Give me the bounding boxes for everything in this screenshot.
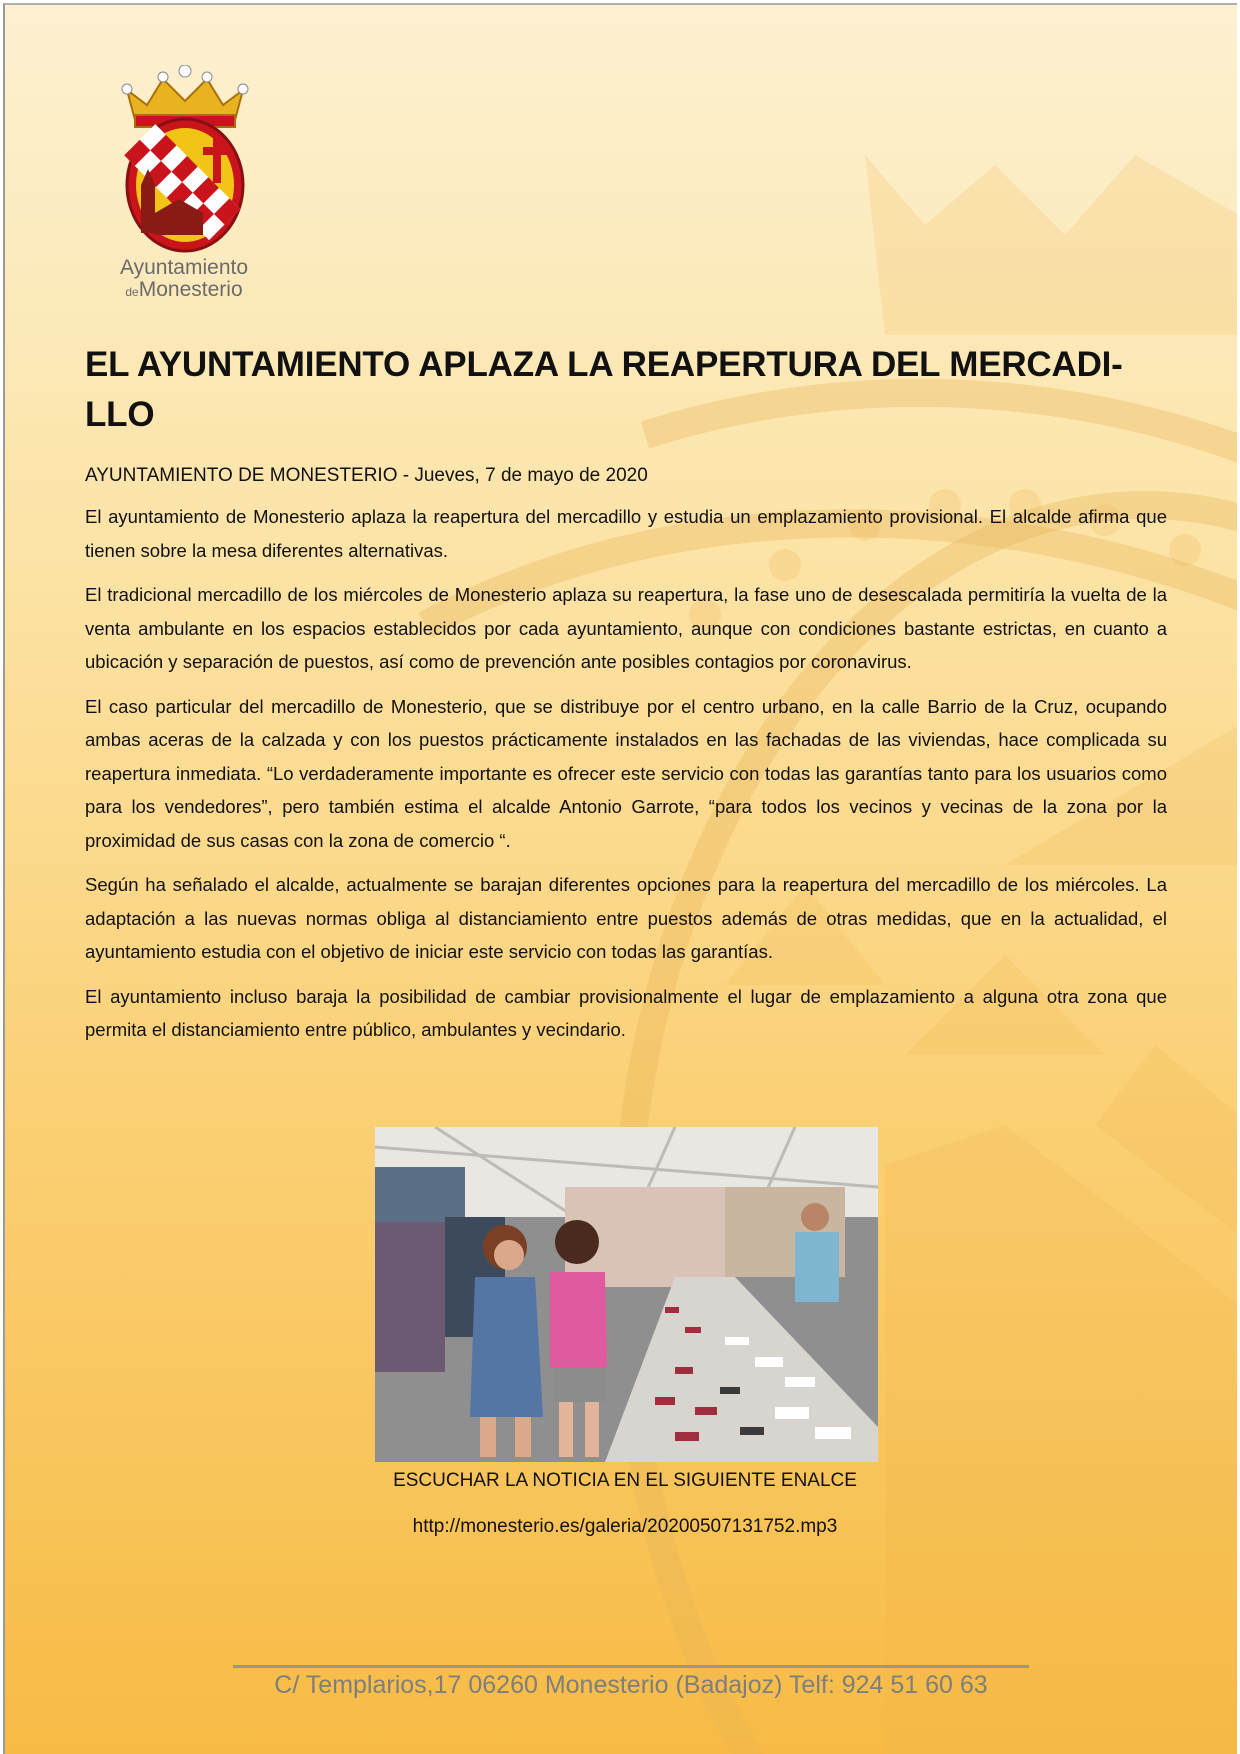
audio-caption: ESCUCHAR LA NOTICIA EN EL SIGUIENTE ENALCE [393, 1470, 857, 1491]
logo-name-town: Monesterio [138, 278, 243, 301]
article-title: EL AYUNTAMIENTO APLAZA LA REAPERTURA DEL MERCADI-LLO [85, 345, 1123, 434]
article-paragraph: Según ha señalado el alcalde, actualmente se barajan diferentes opciones para la reapertura del mercadillo de los miércoles. La adaptación a las nuevas normas obliga al distanciamiento entre puestos además de otras medidas, que en la actualidad, el ayuntamiento estudia con el objetivo de iniciar este servicio con todas las garantías. [85, 874, 1167, 962]
audio-link[interactable]: http://monesterio.es/galeria/20200507131752.mp3 [412, 1516, 838, 1537]
logo-name-line2 [109, 279, 259, 300]
article-paragraph: El tradicional mercadillo de los miércoles de Monesterio aplaza su reapertura, la fase uno de desescalada permitiría la vuelta de la venta ambulante en los espacios establecidos por cada ayuntamiento, aunque con condiciones bastante estrictas, en cuanto a ubicación y separación de puestos, así como de prevención ante posibles contagios por coronavirus. [85, 584, 1167, 672]
logo-wordmark [109, 257, 259, 300]
document-page [3, 3, 1237, 1754]
article-paragraph: El caso particular del mercadillo de Monesterio, que se distribuye por el centro urbano, en la calle Barrio de la Cruz, ocupando ambas aceras de la calzada y con los puestos prácticamente instalados en las fachadas de las viviendas, hace complicada su reapertura inmediata. “Lo verdaderamente importante es ofrecer este servicio con todas las garantías tanto para los usuarios como para los vendedores”, pero también estima el alcalde Antonio Garrote, “para todos los vecinos y vecinas de la zona por la proximidad de sus casas con la zona de comercio “. [85, 695, 1167, 851]
article [85, 340, 1167, 1058]
article-paragraph: El ayuntamiento de Monesterio aplaza la reapertura del mercadillo y estudia un emplazamiento provisional. El alcalde afirma que tienen sobre la mesa diferentes alternativas. [85, 506, 1167, 561]
logo-name-prefix: de [125, 285, 139, 299]
market-photo [375, 1127, 878, 1462]
footer-divider [233, 1665, 1029, 1668]
article-byline: AYUNTAMIENTO DE MONESTERIO - Jueves, 7 de mayo de 2020 [85, 465, 648, 486]
logo-name-line1: Ayuntamiento [119, 256, 249, 279]
footer-address: C/ Templarios,17 06260 Monesterio (Badajoz) Telf: 924 51 60 63 [274, 1671, 988, 1699]
article-paragraph: El ayuntamiento incluso baraja la posibilidad de cambiar provisionalmente el lugar de emplazamiento a alguna otra zona que permita el distanciamiento entre público, ambulantes y vecindario. [85, 985, 1167, 1040]
